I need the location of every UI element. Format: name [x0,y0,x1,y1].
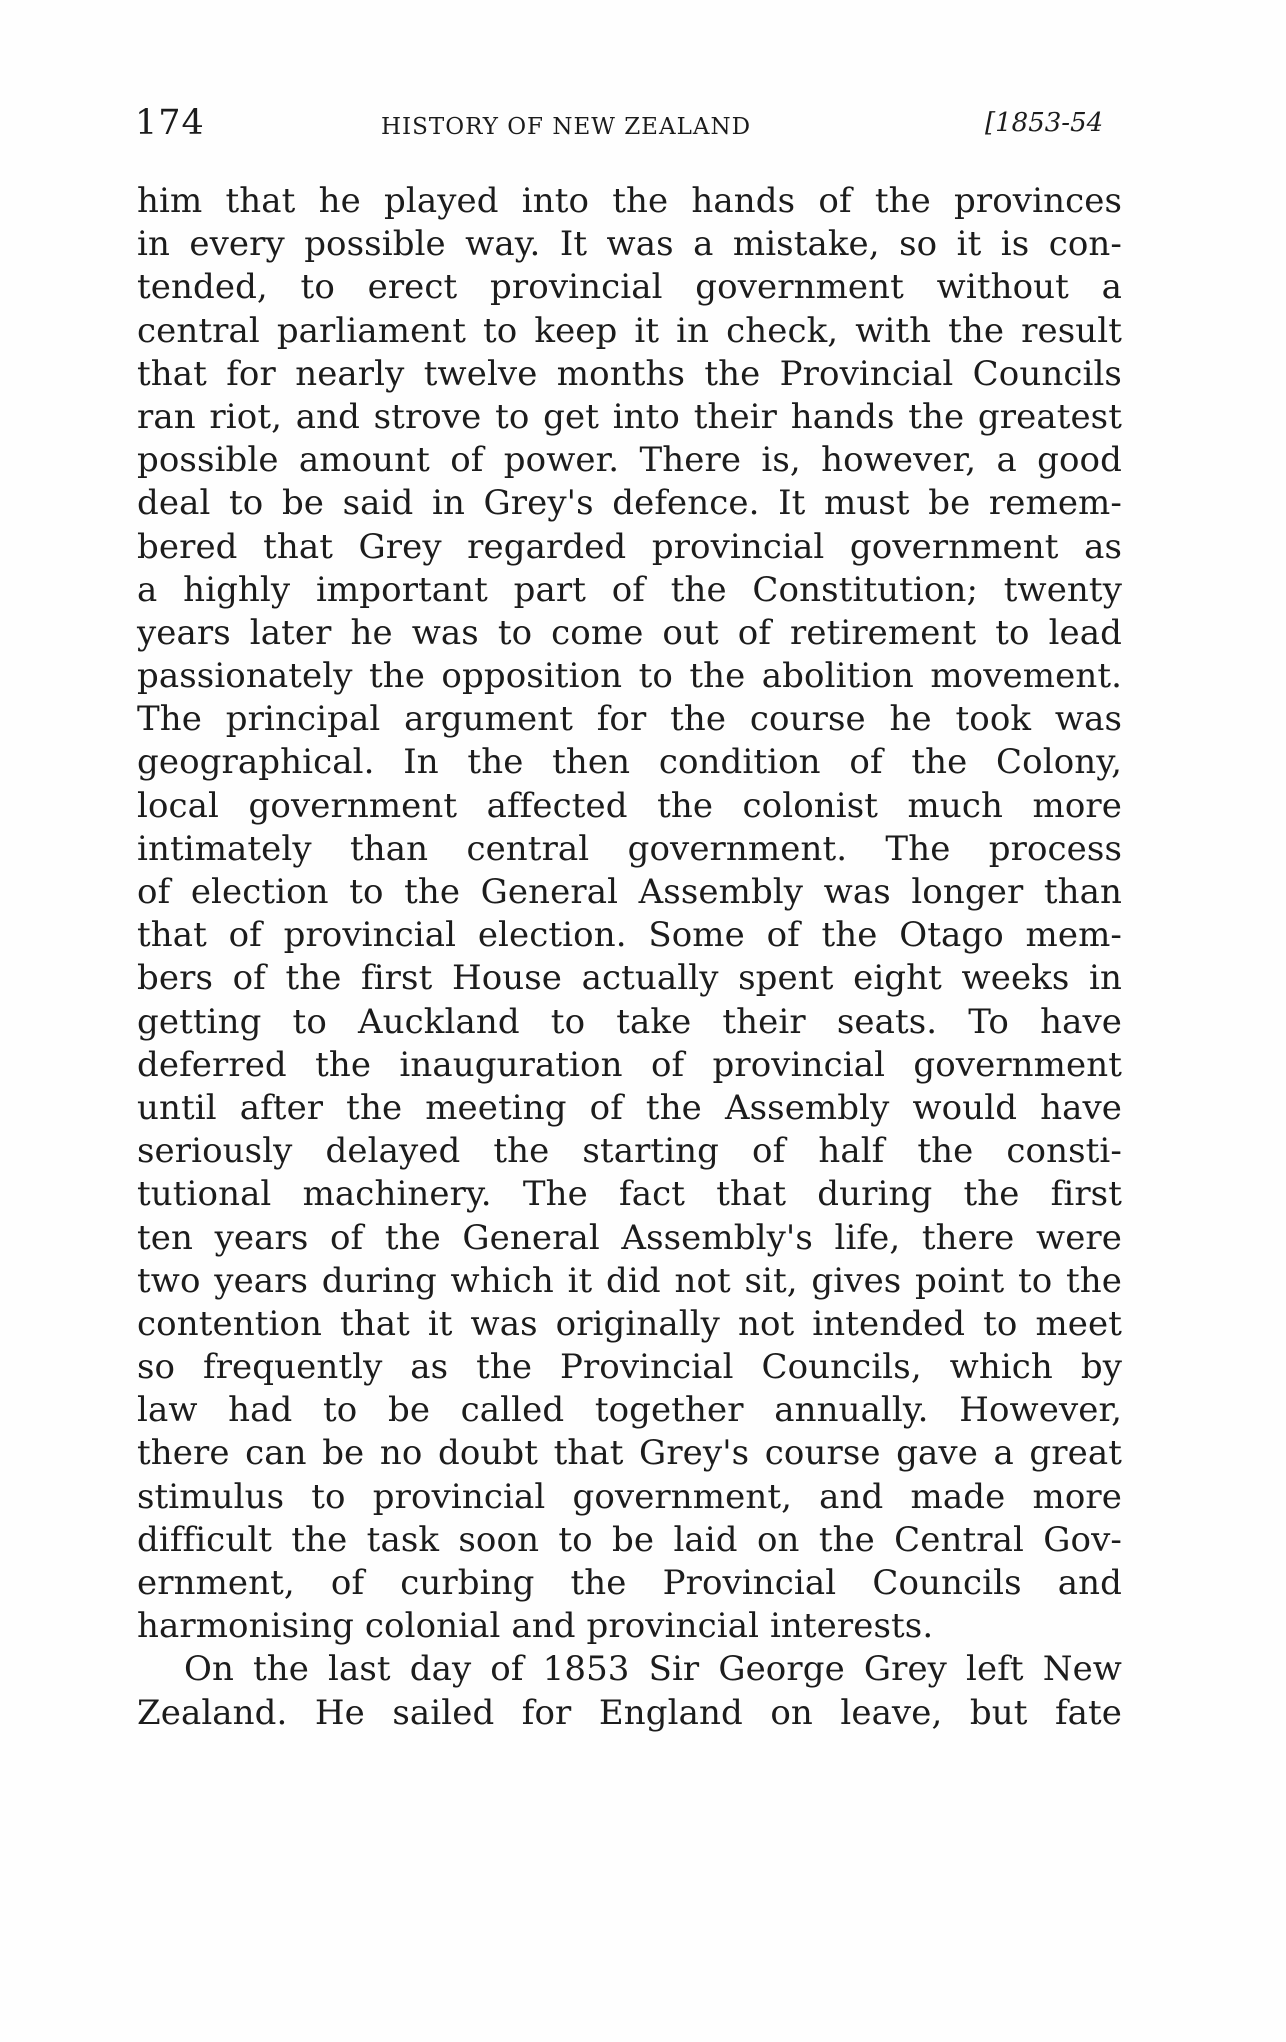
text-line: until after the meeting of the Assembly would have [137,1087,1122,1128]
text-line: law had to be called together annually. However, [137,1390,1122,1431]
text-line: passionately the opposition to the abolition movement. [137,656,1122,697]
text-line: seriously delayed the starting of half the consti- [137,1131,1122,1172]
text-line: contention that it was originally not intended to meet [137,1303,1122,1344]
text-line: difficult the task soon to be laid on the Central Gov- [137,1519,1122,1560]
text-line: so frequently as the Provincial Councils, which by [137,1347,1122,1388]
text-line: of election to the General Assembly was longer than [137,872,1122,912]
text-line: in every possible way. It was a mistake, so it is con- [137,224,1122,265]
text-line: geographical. In the then condition of the Colony, [137,742,1122,783]
page-number: 174 [135,103,205,143]
date-range: [1853-54 [985,108,1104,138]
text-line: ernment, of curbing the Provincial Councils and [137,1563,1122,1603]
text-line: local government affected the colonist much more [137,785,1122,826]
body-text [137,180,1122,1735]
text-line: deal to be said in Grey's defence. It must be remem- [137,483,1122,524]
text-line: On the last day of 1853 Sir George Grey left New [184,1649,1122,1690]
text-line: that of provincial election. Some of the Otago mem- [137,915,1122,956]
text-line: ten years of the General Assembly's life, there were [137,1217,1122,1258]
text-line: central parliament to keep it in check, with the result [137,310,1122,351]
text-line: that for nearly twelve months the Provincial Councils [137,353,1122,394]
text-line: The principal argument for the course he took was [137,699,1122,740]
text-line: ran riot, and strove to get into their hands the greatest [137,396,1122,437]
text-line: deferred the inauguration of provincial government [137,1044,1122,1085]
page-header [135,103,1125,151]
text-line: two years during which it did not sit, gives point to the [137,1260,1122,1301]
text-line: years later he was to come out of retirement to lead [137,612,1122,653]
text-line: Zealand. He sailed for England on leave, but fate [137,1692,1122,1733]
text-line: possible amount of power. There is, however, a good [137,440,1122,481]
text-line: getting to Auckland to take their seats. To have [137,1001,1122,1042]
text-line: a highly important part of the Constitution; twenty [137,569,1122,610]
text-line: intimately than central government. The process [137,828,1122,869]
text-line: him that he played into the hands of the provinces [137,181,1122,221]
running-title: HISTORY OF NEW ZEALAND [381,114,752,140]
text-line: bers of the first House actually spent eight weeks in [137,958,1122,999]
text-line: bered that Grey regarded provincial government as [137,526,1122,567]
text-line: stimulus to provincial government, and made more [137,1476,1122,1517]
text-line: there can be no doubt that Grey's course gave a great [137,1433,1122,1474]
text-line: tutional machinery. The fact that during the first [137,1174,1122,1215]
text-line: harmonising colonial and provincial interests. [137,1606,934,1647]
text-line: tended, to erect provincial government without a [137,267,1122,308]
